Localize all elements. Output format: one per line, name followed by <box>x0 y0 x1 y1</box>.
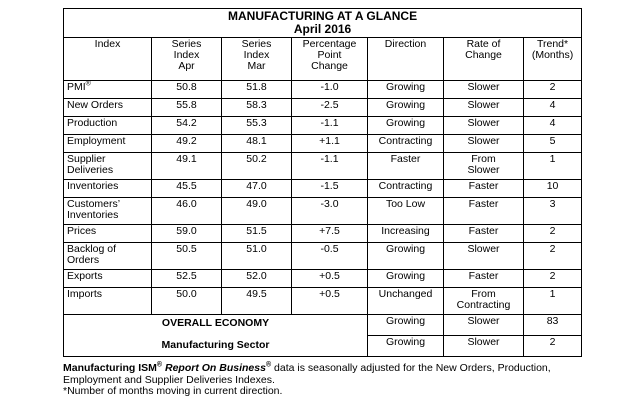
manufacturing-sector-label: Manufacturing Sector <box>161 339 270 351</box>
row-index-name: Employment <box>64 135 152 153</box>
row-direction: Unchanged <box>368 288 444 315</box>
table-row <box>64 81 582 99</box>
table-row <box>64 288 582 315</box>
row-trend: 2 <box>524 225 582 243</box>
footnote-line-2: Employment and Supplier Deliveries Indexes. <box>63 373 275 386</box>
row-trend: 1 <box>524 288 582 315</box>
row-series-apr: 54.2 <box>152 117 222 135</box>
row-index-name: Exports <box>64 270 152 288</box>
sector-direction: Growing <box>368 336 444 357</box>
sector-rate: Slower <box>444 336 524 357</box>
row-change: +1.1 <box>292 135 368 153</box>
row-rate: Faster <box>444 180 524 198</box>
table-row <box>64 225 582 243</box>
row-series-apr: 49.1 <box>152 153 222 180</box>
row-series-mar: 51.8 <box>222 81 292 99</box>
overall-label-cell <box>64 315 368 357</box>
table-row <box>64 153 582 180</box>
row-series-mar: 49.0 <box>222 198 292 225</box>
manufacturing-table <box>63 8 582 357</box>
row-direction: Faster <box>368 153 444 180</box>
row-rate: Faster <box>444 270 524 288</box>
table-row <box>64 243 582 270</box>
row-index-name: Imports <box>64 288 152 315</box>
row-rate: Slower <box>444 81 524 99</box>
footnote-line-1: Manufacturing ISM® Report On Business® data is seasonally adjusted for the New Orders, Production, <box>63 361 551 374</box>
row-index-name: Prices <box>64 225 152 243</box>
row-series-apr: 52.5 <box>152 270 222 288</box>
overall-economy-rate: Slower <box>444 315 524 336</box>
row-change: -0.5 <box>292 243 368 270</box>
table-row <box>64 198 582 225</box>
row-direction: Growing <box>368 270 444 288</box>
row-series-mar: 55.3 <box>222 117 292 135</box>
row-direction: Growing <box>368 243 444 270</box>
row-index-name: Backlog of Orders <box>64 243 152 270</box>
row-series-apr: 46.0 <box>152 198 222 225</box>
table-row <box>64 99 582 117</box>
row-series-mar: 51.5 <box>222 225 292 243</box>
row-index-name: Production <box>64 117 152 135</box>
title-row <box>64 9 582 38</box>
row-trend: 5 <box>524 135 582 153</box>
row-change: -1.5 <box>292 180 368 198</box>
row-direction: Growing <box>368 81 444 99</box>
row-trend: 2 <box>524 243 582 270</box>
row-series-apr: 45.5 <box>152 180 222 198</box>
header-series-apr: Series Index Apr <box>152 38 222 81</box>
row-index-name: Customers’ Inventories <box>64 198 152 225</box>
row-series-mar: 47.0 <box>222 180 292 198</box>
index-rows <box>64 81 582 315</box>
row-rate: Slower <box>444 135 524 153</box>
row-direction: Too Low <box>368 198 444 225</box>
row-trend: 4 <box>524 117 582 135</box>
row-trend: 2 <box>524 81 582 99</box>
row-series-apr: 50.0 <box>152 288 222 315</box>
row-change: +0.5 <box>292 288 368 315</box>
row-rate: From Contracting <box>444 288 524 315</box>
row-series-mar: 48.1 <box>222 135 292 153</box>
row-series-apr: 50.5 <box>152 243 222 270</box>
row-index-name: New Orders <box>64 99 152 117</box>
row-direction: Contracting <box>368 180 444 198</box>
row-index-name: Supplier Deliveries <box>64 153 152 180</box>
row-series-mar: 52.0 <box>222 270 292 288</box>
row-change: -1.0 <box>292 81 368 99</box>
title-line-2: April 2016 <box>293 22 352 36</box>
row-change: -1.1 <box>292 153 368 180</box>
row-direction: Growing <box>368 117 444 135</box>
header-series-mar: Series Index Mar <box>222 38 292 81</box>
header-rate: Rate of Change <box>444 38 524 81</box>
row-rate: Slower <box>444 117 524 135</box>
header-change: Percentage Point Change <box>292 38 368 81</box>
header-trend: Trend* (Months) <box>524 38 582 81</box>
header-row <box>64 38 582 81</box>
title-line-1: MANUFACTURING AT A GLANCE <box>228 9 418 23</box>
row-direction: Contracting <box>368 135 444 153</box>
row-trend: 3 <box>524 198 582 225</box>
overall-economy-trend: 83 <box>524 315 582 336</box>
row-direction: Growing <box>368 99 444 117</box>
row-change: +7.5 <box>292 225 368 243</box>
row-series-mar: 50.2 <box>222 153 292 180</box>
row-rate: Slower <box>444 243 524 270</box>
row-rate: Faster <box>444 198 524 225</box>
row-index-name: Inventories <box>64 180 152 198</box>
row-series-apr: 50.8 <box>152 81 222 99</box>
table-title <box>64 9 582 38</box>
row-rate: Slower <box>444 99 524 117</box>
row-series-mar: 58.3 <box>222 99 292 117</box>
sector-trend: 2 <box>524 336 582 357</box>
footnote-line-3: *Number of months moving in current direction. <box>63 385 283 397</box>
row-index-name: PMI® <box>64 81 152 99</box>
table-row <box>64 270 582 288</box>
row-series-mar: 49.5 <box>222 288 292 315</box>
table-row <box>64 135 582 153</box>
row-trend: 4 <box>524 99 582 117</box>
row-series-apr: 55.8 <box>152 99 222 117</box>
row-rate: Faster <box>444 225 524 243</box>
overall-economy-label: OVERALL ECONOMY <box>161 317 270 329</box>
row-rate: From Slower <box>444 153 524 180</box>
footnote <box>63 363 603 398</box>
row-trend: 1 <box>524 153 582 180</box>
manufacturing-glance-panel <box>63 8 581 357</box>
overall-economy-direction: Growing <box>368 315 444 336</box>
row-series-apr: 59.0 <box>152 225 222 243</box>
row-change: -3.0 <box>292 198 368 225</box>
header-index: Index <box>64 38 152 81</box>
row-series-mar: 51.0 <box>222 243 292 270</box>
row-change: +0.5 <box>292 270 368 288</box>
row-series-apr: 49.2 <box>152 135 222 153</box>
row-trend: 10 <box>524 180 582 198</box>
row-direction: Increasing <box>368 225 444 243</box>
table-row <box>64 117 582 135</box>
row-trend: 2 <box>524 270 582 288</box>
row-change: -2.5 <box>292 99 368 117</box>
row-change: -1.1 <box>292 117 368 135</box>
table-row <box>64 180 582 198</box>
overall-economy-row <box>64 315 582 336</box>
header-direction: Direction <box>368 38 444 81</box>
